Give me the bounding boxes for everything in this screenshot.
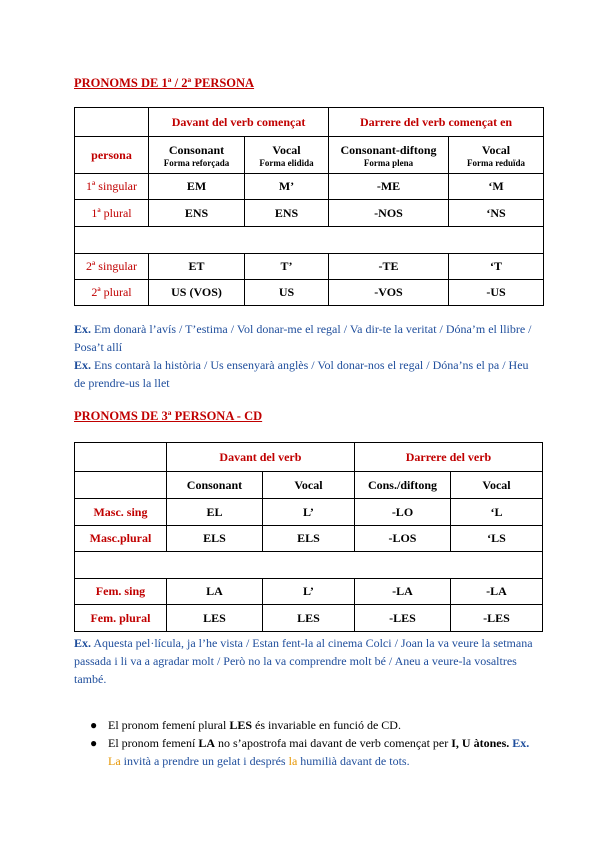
examples-paragraph-1 [74, 320, 534, 392]
col-header-consonant: Consonant Forma reforçada [149, 137, 245, 174]
row-label: Masc. sing [75, 499, 167, 526]
bullet-icon: ● [90, 718, 98, 732]
empty-header-cell [75, 472, 167, 499]
table-row [75, 605, 543, 632]
table-1-2-persona [74, 107, 544, 306]
table-cell: L’ [263, 579, 355, 605]
persona-header: persona [75, 137, 149, 174]
table-cell: ‘L [451, 499, 543, 526]
examples-paragraph-2: Ex. Aquesta pel·lícula, ja l’he vista / Estan fent-la al cinema Colci / Joan la va veure la setmana passada i li va a agradar molt / Però no la va comprendre molt bé / Aneu a veure-la vosaltres també. [74, 636, 533, 686]
table-cell: -LA [354, 579, 450, 605]
table-row [75, 254, 544, 280]
table-row [75, 280, 544, 306]
table-cell: ‘M [449, 174, 544, 200]
empty-corner-cell [75, 108, 149, 137]
table-row [75, 200, 544, 227]
empty-corner-cell [75, 443, 167, 472]
col-header-consonant: Consonant [166, 472, 262, 499]
table-3-persona [74, 442, 543, 632]
table-cell: LA [166, 579, 262, 605]
col-header-vocal-reduida: Vocal Forma reduïda [449, 137, 544, 174]
table-cell: -TE [329, 254, 449, 280]
table-cell: EL [166, 499, 262, 526]
table-cell: -LES [354, 605, 450, 632]
row-label: Masc.plural [75, 526, 167, 552]
table-cell: M’ [245, 174, 329, 200]
table-cell: -LO [354, 499, 450, 526]
group-header-before: Davant del verb [166, 443, 354, 472]
col-header-vocal: Vocal Forma elidida [245, 137, 329, 174]
table-cell: ELS [166, 526, 262, 552]
table-cell: ‘NS [449, 200, 544, 227]
table-cell: -LOS [354, 526, 450, 552]
row-label: 2ª plural [75, 280, 149, 306]
table-cell: -VOS [329, 280, 449, 306]
col-header-cons-diftong: Cons./diftong [354, 472, 450, 499]
bullet-icon: ● [90, 736, 98, 750]
table-row [75, 499, 543, 526]
row-label: 1ª plural [75, 200, 149, 227]
table-cell: -ME [329, 174, 449, 200]
table-row [75, 579, 543, 605]
table-cell: LES [166, 605, 262, 632]
notes-list [90, 716, 530, 770]
table-cell: US (VOS) [149, 280, 245, 306]
table-cell: ‘T [449, 254, 544, 280]
table-cell: ENS [149, 200, 245, 227]
table-row [75, 174, 544, 200]
table-cell: ET [149, 254, 245, 280]
group-header-before: Davant del verb començat [149, 108, 329, 137]
table-cell: EM [149, 174, 245, 200]
table-cell: -US [449, 280, 544, 306]
section-heading-3-persona: PRONOMS DE 3ª PERSONA - CD [74, 409, 263, 423]
table-cell: ‘LS [451, 526, 543, 552]
table-cell: US [245, 280, 329, 306]
row-label: 1ª singular [75, 174, 149, 200]
group-header-after: Darrere del verb [354, 443, 542, 472]
section-heading-1-2-persona: PRONOMS DE 1ª / 2ª PERSONA [74, 76, 255, 90]
separator-row [75, 552, 543, 579]
table-cell: ELS [263, 526, 355, 552]
row-label: Fem. sing [75, 579, 167, 605]
example-line-singular: Ex. Em donarà l’avís / T’estima / Vol donar-me el regal / Va dir-te la veritat / Dóna’m el llibre / Posa’t allí [74, 322, 532, 354]
table-cell: ENS [245, 200, 329, 227]
table-cell: -LES [451, 605, 543, 632]
col-header-vocal-after: Vocal [451, 472, 543, 499]
group-header-after: Darrere del verb començat en [329, 108, 544, 137]
table-cell: L’ [263, 499, 355, 526]
example-line-plural: Ex. Ens contarà la història / Us ensenyarà anglès / Vol donar-nos el regal / Dóna’ns el pa / Heu de prendre-us la llet [74, 358, 529, 390]
table-cell: T’ [245, 254, 329, 280]
row-label: Fem. plural [75, 605, 167, 632]
col-header-vocal: Vocal [263, 472, 355, 499]
list-item: ● El pronom femení plural LES és invariable en funció de CD. [90, 718, 401, 732]
list-item: ● El pronom femení LA no s’apostrofa mai davant de verb començat per I, U àtones. Ex. La invità a prendre un gelat i després la humilià davant de tots. [90, 736, 530, 768]
separator-row [75, 227, 544, 254]
row-label: 2ª singular [75, 254, 149, 280]
table-cell: LES [263, 605, 355, 632]
table-row [75, 526, 543, 552]
table-cell: -LA [451, 579, 543, 605]
table-cell: -NOS [329, 200, 449, 227]
col-header-consonant-diftong: Consonant-diftong Forma plena [329, 137, 449, 174]
